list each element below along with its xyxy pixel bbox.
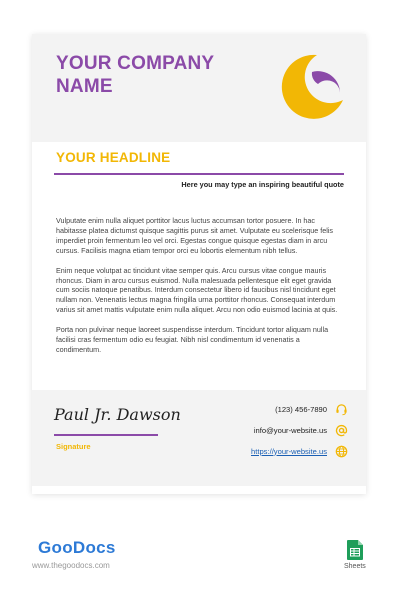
contact-phone-row — [275, 402, 348, 416]
phone-text: (123) 456-7890 — [275, 404, 327, 414]
company-logo-icon — [280, 54, 346, 120]
goodocs-logo[interactable]: GooDocs — [38, 538, 116, 557]
letterhead-footer — [32, 390, 366, 486]
sheets-icon[interactable] — [347, 540, 363, 560]
headline-divider — [54, 173, 344, 175]
signature-name: Paul Jr. Dawson — [54, 405, 181, 424]
globe-icon — [335, 445, 348, 458]
letterhead-document — [32, 34, 366, 494]
headline: YOUR HEADLINE — [56, 150, 171, 165]
contact-email-row — [254, 423, 348, 437]
website-link[interactable]: https://your-website.us — [251, 446, 327, 456]
sheets-label: Sheets — [344, 563, 366, 570]
goodocs-url[interactable]: www.thegoodocs.com — [32, 561, 110, 570]
contact-website-row — [251, 444, 348, 458]
email-text: info@your-website.us — [253, 425, 327, 435]
company-name: YOUR COMPANY NAME — [56, 53, 214, 97]
letterhead-header — [32, 34, 366, 142]
body-paragraph: Vulputate enim nulla aliquet porttitor lacus luctus accumsan tortor posuere. In hac habitasse platea dictumst quisque sagittis purus sit amet. Vulputate eu scelerisque felis imperdiet proin fermentum leo vel orci. Egestas congue quisque egestas diam in arcu cursus. Facilisis magna etiam tempor orci eu lobortis elementum nibh tellus. — [56, 216, 334, 255]
body-paragraph: Enim neque volutpat ac tincidunt vitae semper quis. Arcu cursus vitae congue mauris rhoncus. Diam in arcu cursus euismod. Nulla malesuada pellentesque elit eget gravida cum sociis natoque penatibus. Interdum consectetur libero id faucibus nisl tincidunt eget nullam non. Venenatis lectus magna fringilla urna porttitor rhoncus. Consequat interdum varius sit amet mattis vulputate enim nulla aliquet. Arcu non odio euismod lacinia at quis. — [56, 265, 338, 315]
letter-body — [56, 216, 346, 365]
inspiring-quote: Here you may type an inspiring beautiful quote — [181, 180, 344, 189]
headset-icon — [335, 403, 348, 416]
body-paragraph: Porta non pulvinar neque laoreet suspendisse interdum. Tincidunt tortor aliquam nulla facilisi cras fermentum odio eu feugiat. Nibh nisl condimentum id venenatis a condimentum. — [56, 325, 329, 354]
signature-label: Signature — [56, 442, 91, 451]
signature-line — [54, 434, 158, 436]
at-sign-icon — [335, 424, 348, 437]
